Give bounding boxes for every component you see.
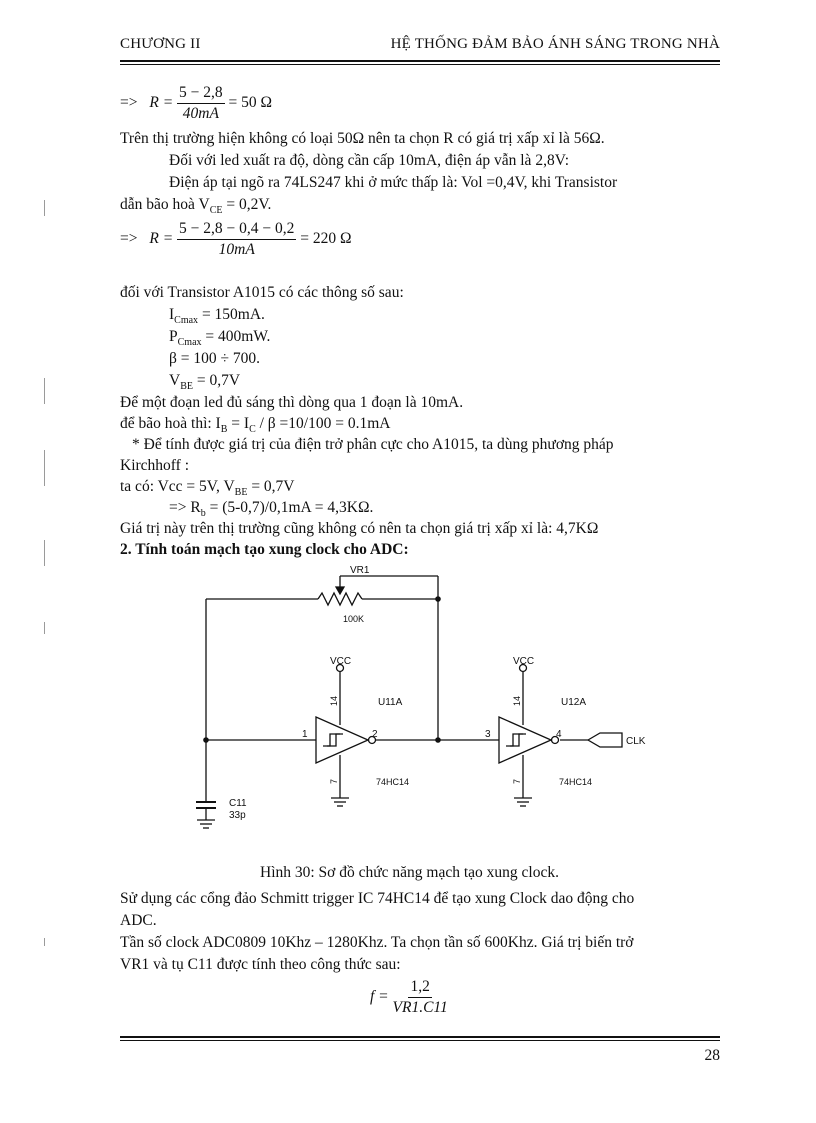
paragraph-line: để bão hoà thì: $I_B = I_C / \beta =10/100 = 0.1mA$: [120, 415, 391, 436]
param-beta: β = 100 ÷ 700.: [169, 350, 261, 367]
paragraph-line: Tần số clock ADC0809 10Khz – 1280Khz. Ta chọn tần số 600Khz. Giá trị biến trở: [120, 934, 634, 951]
chapter-label: CHƯƠNG II: [120, 36, 201, 52]
label-pin-14a: 14: [329, 695, 339, 706]
label-ic-74hc14-1: 74HC14: [376, 777, 410, 787]
paragraph-line: Kirchhoff :: [120, 457, 190, 474]
equation-frequency: f = $\frac{1,2}{VR1.C11}$: [370, 978, 448, 1016]
param-icmax: $I_{Cmax} = 150mA$.: [169, 306, 265, 327]
label-c11: C11: [229, 798, 247, 809]
label-u12a: U12A: [561, 697, 587, 708]
label-pin-14b: 14: [512, 695, 522, 706]
paragraph-line: dẫn bão hoà $V_{CE} = 0,2V$.: [120, 196, 272, 217]
paragraph-line: Điện áp tại ngõ ra 74LS247 khi ở mức thấp là: Vol =0,4V, khi Transistor: [169, 174, 618, 191]
equation-r-transistor: => R = $\frac{5 - 2,8 - 0,4 - 0,2}{10mA}$ = 220 Ω: [120, 220, 352, 258]
footer-rule-thin: [120, 1040, 720, 1041]
paragraph-line: ta có: Vcc = 5V, $V_{BE} = 0,7V$: [120, 478, 295, 499]
label-clk: CLK: [626, 736, 646, 747]
paragraph-line: ADC.: [120, 912, 157, 929]
param-vbe: $V_{BE} = 0,7V$: [169, 372, 241, 393]
param-pcmax: $P_{Cmax} = 400mW$.: [169, 328, 271, 349]
chapter-title: HỆ THỐNG ĐẢM BẢO ÁNH SÁNG TRONG NHÀ: [390, 36, 720, 52]
label-vcc-1: VCC: [330, 656, 352, 667]
paragraph-line: Sử dụng các cổng đảo Schmitt trigger IC 74HC14 để tạo xung Clock dao động cho: [120, 890, 635, 907]
paragraph-line: Đối với led xuất ra độ, dòng cần cấp 10mA, điện áp vẫn là 2,8V:: [169, 152, 570, 169]
section-heading: 2. Tính toán mạch tạo xung clock cho ADC:: [120, 541, 409, 558]
paragraph-line: * Để tính được giá trị của điện trở phân cực cho A1015, ta dùng phương pháp: [132, 436, 614, 453]
paragraph-line: VR1 và tụ C11 được tính theo công thức sau:: [120, 956, 401, 973]
equation-r-led: => R = $\frac{5 - 2,8}{40mA}$ = 50 Ω: [120, 84, 273, 122]
label-vr1: VR1: [350, 565, 370, 576]
label-pin-1: 1: [302, 729, 308, 740]
paragraph-line: đối với Transistor A1015 có các thông số sau:: [120, 284, 404, 301]
label-pin-4: 4: [556, 729, 562, 740]
paragraph-line: Trên thị trường hiện không có loại 50Ω nên ta chọn R có giá trị xấp xỉ là 56Ω.: [120, 130, 605, 147]
label-vr1-value: 100K: [343, 614, 365, 624]
page-number: 28: [704, 1047, 720, 1064]
paragraph-line: Để một đoạn led đủ sáng thì dòng qua 1 đoạn là 10mA.: [120, 394, 464, 411]
label-pin-3: 3: [485, 729, 491, 740]
footer-rule: [120, 1036, 720, 1038]
paragraph-line: => $R_b = (5-0,7)/0,1mA = 4,3K\Omega$.: [169, 499, 374, 520]
paragraph-line: Giá trị này trên thị trường cũng không có nên ta chọn giá trị xấp xỉ là: 4,7KΩ: [120, 520, 599, 537]
label-pin-7a: 7: [329, 778, 339, 784]
label-pin-7b: 7: [512, 778, 522, 784]
label-pin-2: 2: [372, 729, 378, 740]
label-c11-value: 33p: [229, 810, 246, 821]
label-vcc-2: VCC: [513, 656, 535, 667]
label-ic-74hc14-2: 74HC14: [559, 777, 593, 787]
label-u11a: U11A: [378, 697, 403, 708]
figure-caption: Hình 30: Sơ đồ chức năng mạch tạo xung clock.: [260, 864, 559, 881]
